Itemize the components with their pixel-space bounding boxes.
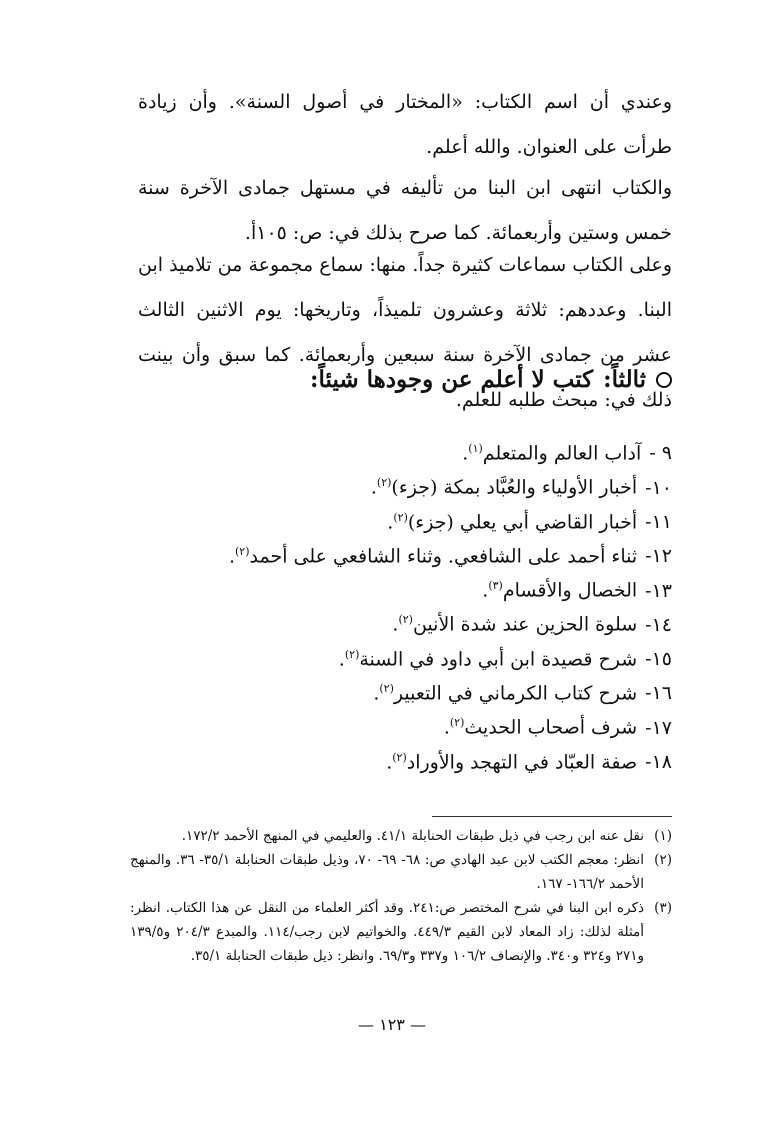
footnote-divider bbox=[432, 816, 672, 817]
item-number: ١٨- bbox=[645, 751, 672, 773]
list-item bbox=[112, 535, 672, 569]
item-end: . bbox=[338, 648, 345, 671]
footnote-mark: (٢) bbox=[654, 852, 672, 868]
item-number: ٩ - bbox=[649, 442, 672, 465]
list-item bbox=[112, 638, 672, 672]
page-number: — ١٢٣ — bbox=[358, 1015, 426, 1034]
item-number: ١٧- bbox=[645, 716, 672, 739]
item-title: شرح قصيدة ابن أبي داود في السنة bbox=[359, 648, 638, 671]
item-number: ١٣- bbox=[645, 579, 672, 602]
paragraph-book-title-note: وعندي أن اسم الكتاب: «المختار في أصول السنة». وأن زيادة طرأت على العنوان. والله أعلم. bbox=[138, 91, 672, 158]
footnote-ref: (٢) bbox=[449, 716, 465, 730]
item-end: . bbox=[462, 442, 469, 465]
item-end: . bbox=[386, 751, 393, 773]
list-item bbox=[112, 569, 672, 603]
item-number: ١٥- bbox=[645, 648, 672, 671]
section-heading-lead: ثالثاً: bbox=[603, 366, 646, 393]
item-title: أخبار القاضي أبي يعلي (جزء) bbox=[407, 510, 638, 533]
footnote-ref: (٢) bbox=[393, 510, 408, 524]
footnote bbox=[130, 896, 672, 968]
list-item bbox=[112, 501, 672, 535]
footnote-mark: (٣) bbox=[654, 900, 672, 916]
circle-bullet-icon bbox=[656, 372, 672, 388]
footnote-ref: (٢) bbox=[379, 682, 394, 696]
item-number: ١٤- bbox=[645, 613, 672, 636]
footnote-ref: (١) bbox=[468, 442, 483, 455]
list-item bbox=[112, 466, 672, 500]
item-end: . bbox=[370, 476, 377, 499]
item-number: ١٠- bbox=[645, 476, 672, 499]
footnote-text: ذكره ابن البنا في شرح المختصر ص:٢٤١. وقد أكثر العلماء من النقل عن هذا الكتاب. انظر: أمثلة لذلك: زاد المعاد لابن القيم ٤٤٩/٣. والخواتيم لابن رجب/١١٤. والمبدع ٢٠٤/٣ و١٣٩/٥ و٢٧١ و٣٢٤ و٣٤٠. والإنصاف ١٠٦/٢ و٣٣٧ و٦٩/٣. وانظر: ذيل طبقات الحنابلة ٣٥/١. bbox=[130, 900, 645, 964]
section-heading bbox=[310, 366, 672, 393]
item-number: ١٢- bbox=[645, 545, 672, 568]
footnote-ref: (٢) bbox=[234, 544, 250, 558]
item-number: ١١- bbox=[645, 510, 672, 533]
item-title: أخبار الأولياء والعُبَّاد بمكة (جزء) bbox=[391, 476, 638, 499]
footnote bbox=[130, 848, 672, 896]
footnote bbox=[130, 824, 672, 848]
item-end: . bbox=[373, 682, 380, 705]
footnote-mark: (١) bbox=[654, 828, 672, 844]
item-title: الخصال والأقسام bbox=[502, 579, 638, 602]
list-item bbox=[112, 432, 672, 466]
item-end: . bbox=[387, 510, 394, 533]
list-item bbox=[112, 672, 672, 706]
list-item bbox=[112, 603, 672, 637]
footnote-ref: (٢) bbox=[344, 647, 360, 661]
item-end: . bbox=[443, 716, 450, 739]
paragraph-completion-date: والكتاب انتهى ابن البنا من تأليفه في مستهل جمادى الآخرة سنة خمس وستين وأربعمائة. كما صرح بذلك في: ص: ١٠٥أ. bbox=[138, 177, 672, 244]
item-title: ثناء أحمد على الشافعي. وثناء الشافعي على أحمد bbox=[249, 545, 638, 568]
unknown-books-list bbox=[112, 432, 672, 775]
section-heading-text: كتب لا أعلم عن وجودها شيئاً: bbox=[310, 366, 594, 393]
paragraph-auditions: وعلى الكتاب سماعات كثيرة جداً. منها: سماع مجموعة من تلاميذ ابن البنا. وعددهم: ثلاثة وعشرون تلميذاً، وتاريخها: يوم الاثنين الثالث عشر من جمادى الآخرة سنة سبعين وأربعمائة. كما سبق وأن بينت ذلك في: مبحث طلبه للعلم. bbox=[138, 254, 672, 411]
list-item bbox=[112, 741, 672, 775]
item-title: آداب العالم والمتعلم bbox=[482, 442, 642, 465]
item-number: ١٦- bbox=[645, 682, 672, 705]
item-end: . bbox=[392, 613, 399, 636]
item-title: شرح كتاب الكرماني في التعبير bbox=[393, 682, 638, 705]
item-end: . bbox=[228, 545, 235, 568]
footnote-text: انظر: معجم الكتب لابن عبد الهادي ص: ٦٨- ٦٩- ٧٠، وذيل طبقات الحنابلة ٣٥/١- ٣٦. والمنهج الأحمد ١٦٦/٢- ١٦٧. bbox=[130, 852, 645, 892]
item-end: . bbox=[482, 579, 489, 602]
footnote-text: نقل عنه ابن رجب في ذيل طبقات الحنابلة ٤١/١. والعليمي في المنهج الأحمد ١٧٢/٢. bbox=[181, 828, 644, 844]
footnote-ref: (٣) bbox=[488, 579, 503, 593]
item-title: صفة العبّاد في التهجد والأوراد bbox=[406, 751, 638, 773]
item-title: شرف أصحاب الحديث bbox=[464, 716, 638, 739]
footnote-ref: (٢) bbox=[398, 613, 413, 627]
footnote-ref: (٢) bbox=[392, 750, 407, 764]
footnotes bbox=[130, 824, 672, 968]
list-item bbox=[112, 706, 672, 740]
item-title: سلوة الحزين عند شدة الأنين bbox=[412, 613, 638, 636]
footnote-ref: (٢) bbox=[376, 476, 392, 490]
